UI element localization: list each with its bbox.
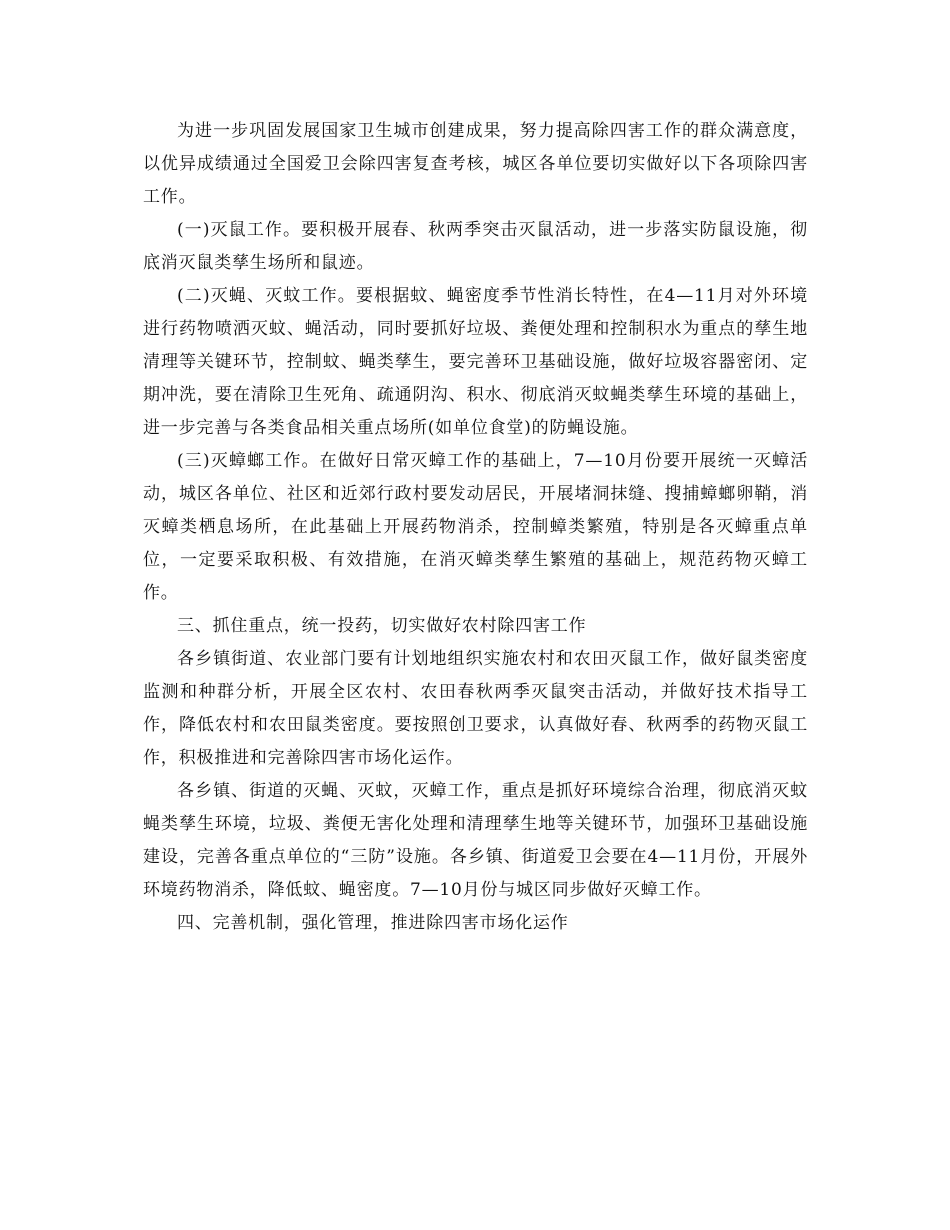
paragraph-rural-pest-control: 各乡镇、街道的灭蝇、灭蚊，灭蟑工作，重点是抓好环境综合治理，彻底消灭蚊蝇类孳生环境，垃圾、粪便无害化处理和清理孳生地等关键环节，加强环卫基础设施建设，完善各重点单位的“三防”设施。各乡镇、街道爱卫会要在4—11月份，开展外环境药物消杀，降低蚊、蝇密度。7—10月份与城区同步做好灭蟑工作。 xyxy=(143,781,808,900)
section-heading-rural: 三、抓住重点，统一投药，切实做好农村除四害工作 xyxy=(177,616,587,636)
paragraph-fly-mosquito-control: (二)灭蝇、灭蚊工作。要根据蚊、蝇密度季节性消长特性，在4—11月对外环境进行药物喷洒灭蚊、蝇活动，同时要抓好垃圾、粪便处理和控制积水为重点的孳生地清理等关键环节，控制蚊、蝇类孳生，要完善环卫基础设施，做好垃圾容器密闭、定期冲洗，要在清除卫生死角、疏通阴沟、积水、彻底消灭蚊蝇类孳生环境的基础上，进一步完善与各类食品相关重点场所(如单位食堂)的防蝇设施。 xyxy=(143,286,808,438)
paragraph-cockroach-control: (三)灭蟑螂工作。在做好日常灭蟑工作的基础上，7—10月份要开展统一灭蟑活动，城区各单位、社区和近郊行政村要发动居民，开展堵洞抹缝、搜捕蟑螂卵鞘，消灭蟑类栖息场所，在此基础上开展药物消杀，控制蟑类繁殖，特别是各灭蟑重点单位，一定要采取积极、有效措施，在消灭蟑类孳生繁殖的基础上，规范药物灭蟑工作。 xyxy=(143,451,808,603)
section-heading-mechanism: 四、完善机制，强化管理，推进除四害市场化运作 xyxy=(177,913,569,933)
paragraph-rural-rat-control: 各乡镇街道、农业部门要有计划地组织实施农村和农田灭鼠工作，做好鼠类密度监测和种群分析，开展全区农村、农田春秋两季灭鼠突击活动，并做好技术指导工作，降低农村和农田鼠类密度。要按照创卫要求，认真做好春、秋两季的药物灭鼠工作，积极推进和完善除四害市场化运作。 xyxy=(143,649,808,768)
document-body xyxy=(143,115,808,940)
paragraph-intro: 为进一步巩固发展国家卫生城市创建成果，努力提高除四害工作的群众满意度，以优异成绩通过全国爱卫会除四害复查考核，城区各单位要切实做好以下各项除四害工作。 xyxy=(143,121,808,207)
paragraph-rat-control: (一)灭鼠工作。要积极开展春、秋两季突击灭鼠活动，进一步落实防鼠设施，彻底消灭鼠类孳生场所和鼠迹。 xyxy=(143,220,808,273)
